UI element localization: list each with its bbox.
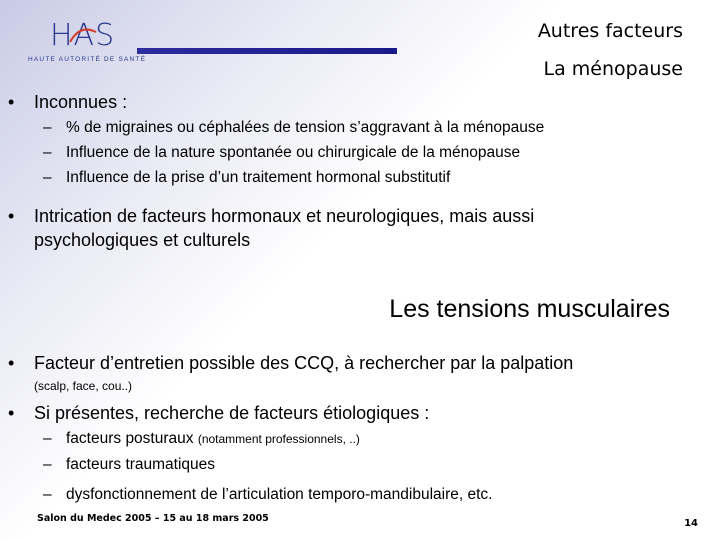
bullet-inconnues: Inconnues : (34, 92, 128, 112)
title-divider-bar (137, 48, 397, 54)
subitem-traumatiques: facteurs traumatiques (66, 456, 216, 473)
subitem-text: facteurs posturaux (66, 430, 194, 447)
bullet-marker: • (8, 403, 15, 423)
dash-marker: – (43, 169, 52, 186)
subitem-posturaux (66, 429, 360, 449)
dash-marker: – (43, 144, 52, 161)
bullet-marker: • (8, 353, 15, 373)
dash-marker: – (43, 486, 52, 503)
bullet-marker: • (8, 92, 15, 112)
subitem-atm: dysfonctionnement de l’articulation temporo-mandibulaire, etc. (66, 486, 493, 503)
has-logo (28, 16, 148, 66)
section-heading: Les tensions musculaires (389, 295, 670, 323)
subitem-migraines: % de migraines ou céphalées de tension s’aggravant à la ménopause (66, 119, 545, 136)
slide-subtitle: La ménopause (543, 58, 683, 80)
dash-marker: – (43, 456, 52, 473)
bullet-facteur-entretien: Facteur d’entretien possible des CCQ, à rechercher par la palpation (34, 353, 574, 373)
bullet-intrication-line2: psychologiques et culturels (34, 230, 251, 250)
bullet-note: (scalp, face, cou..) (34, 379, 133, 393)
page-number: 14 (684, 518, 698, 529)
slide-title: Autres facteurs (537, 20, 683, 42)
logo-subtitle: HAUTE AUTORITÉ DE SANTÉ (28, 56, 147, 63)
subitem-nature: Influence de la nature spontanée ou chirurgicale de la ménopause (66, 144, 521, 161)
dash-marker: – (43, 119, 52, 136)
footer-text: Salon du Medec 2005 – 15 au 18 mars 2005 (37, 513, 269, 524)
logo-swoosh-icon (68, 22, 98, 44)
subitem-traitement: Influence de la prise d’un traitement hormonal substitutif (66, 169, 451, 186)
bullet-marker: • (8, 206, 15, 226)
dash-marker: – (43, 430, 52, 447)
bullet-si-presentes: Si présentes, recherche de facteurs étiologiques : (34, 403, 430, 423)
subitem-note: (notamment professionnels, ..) (197, 432, 360, 446)
logo-text: HAS (50, 18, 116, 53)
bullet-intrication-line1: Intrication de facteurs hormonaux et neurologiques, mais aussi (34, 206, 535, 226)
